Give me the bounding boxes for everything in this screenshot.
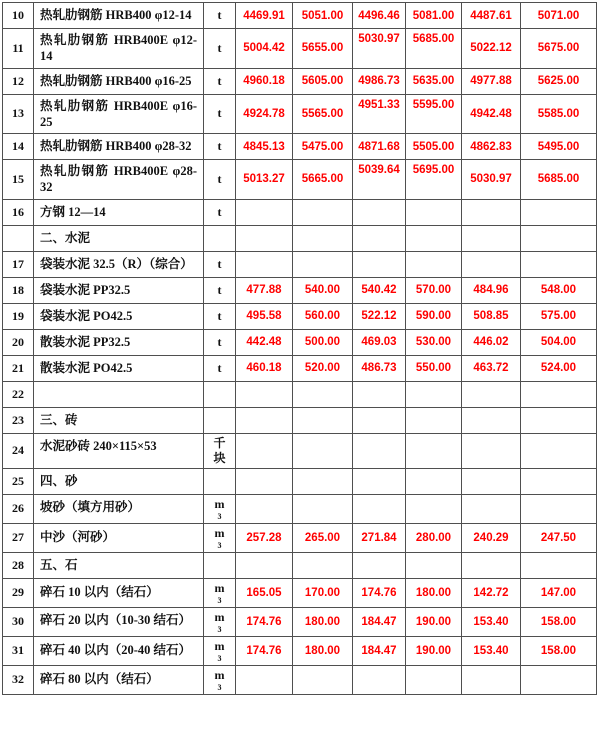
price-cell	[353, 225, 406, 251]
price-cell: 240.29	[462, 523, 521, 552]
material-name-cell: 碎石 20 以内（10-30 结石）	[34, 607, 204, 636]
price-cell	[521, 251, 597, 277]
unit-cell	[204, 225, 236, 251]
price-cell: 4862.83	[462, 134, 521, 160]
unit-line: m	[214, 609, 225, 624]
price-cell: 147.00	[521, 578, 597, 607]
table-row	[3, 381, 597, 407]
unit-cell	[204, 251, 236, 277]
price-cell	[293, 381, 353, 407]
row-number-cell: 23	[3, 407, 34, 433]
unit-cell	[204, 355, 236, 381]
unit-line: 3	[217, 511, 222, 521]
unit-cell	[204, 303, 236, 329]
unit-line: 3	[217, 682, 222, 692]
price-cell	[462, 225, 521, 251]
price-cell	[406, 381, 462, 407]
material-name-cell: 五、石	[34, 552, 204, 578]
row-number-cell: 22	[3, 381, 34, 407]
price-cell	[353, 552, 406, 578]
price-cell: 4942.48	[462, 94, 521, 134]
row-number-cell: 15	[3, 160, 34, 200]
price-cell	[521, 407, 597, 433]
table-row	[3, 578, 597, 607]
material-name-cell	[34, 381, 204, 407]
price-cell: 174.76	[353, 578, 406, 607]
row-number-cell: 21	[3, 355, 34, 381]
price-cell: 495.58	[236, 303, 293, 329]
row-number-cell: 14	[3, 134, 34, 160]
unit-line: m	[214, 580, 225, 595]
price-cell: 190.00	[406, 607, 462, 636]
row-number-cell: 19	[3, 303, 34, 329]
unit-line: 3	[217, 595, 222, 605]
price-cell: 4977.88	[462, 68, 521, 94]
material-name-cell: 三、砖	[34, 407, 204, 433]
price-cell	[406, 407, 462, 433]
price-cell	[521, 665, 597, 694]
row-number-cell: 11	[3, 29, 34, 69]
table-row	[3, 68, 597, 94]
material-name-cell: 四、砂	[34, 468, 204, 494]
price-cell	[521, 494, 597, 523]
price-cell: 153.40	[462, 636, 521, 665]
price-cell	[293, 407, 353, 433]
price-cell	[353, 468, 406, 494]
unit-line: t	[217, 204, 222, 219]
price-cell: 280.00	[406, 523, 462, 552]
material-name-cell: 袋装水泥 32.5（R）（综合）	[34, 251, 204, 277]
price-cell	[353, 665, 406, 694]
row-number-cell: 25	[3, 468, 34, 494]
unit-line: t	[217, 106, 222, 121]
price-cell: 560.00	[293, 303, 353, 329]
price-cell	[236, 225, 293, 251]
material-name-cell: 散装水泥 PP32.5	[34, 329, 204, 355]
unit-line: t	[217, 40, 222, 55]
row-number-cell: 28	[3, 552, 34, 578]
price-cell: 446.02	[462, 329, 521, 355]
material-name-cell: 水泥砂砖 240×115×53	[34, 433, 204, 468]
price-cell	[462, 665, 521, 694]
price-cell: 4871.68	[353, 134, 406, 160]
price-cell	[236, 381, 293, 407]
unit-line: t	[217, 256, 222, 271]
price-cell: 540.42	[353, 277, 406, 303]
price-cell: 5655.00	[293, 29, 353, 69]
price-cell	[293, 225, 353, 251]
price-cell: 184.47	[353, 636, 406, 665]
table-row	[3, 160, 597, 200]
price-cell: 524.00	[521, 355, 597, 381]
price-cell: 4960.18	[236, 68, 293, 94]
price-cell: 5565.00	[293, 94, 353, 134]
unit-line: t	[217, 139, 222, 153]
unit-cell	[204, 277, 236, 303]
unit-line: 3	[217, 540, 222, 550]
unit-cell	[204, 134, 236, 160]
price-cell	[236, 468, 293, 494]
price-cell: 5039.64	[353, 160, 406, 200]
unit-cell	[204, 381, 236, 407]
price-cell: 5595.00	[406, 94, 462, 134]
price-cell: 570.00	[406, 277, 462, 303]
price-cell	[236, 433, 293, 468]
price-cell: 5051.00	[293, 3, 353, 29]
price-cell: 174.76	[236, 636, 293, 665]
price-cell	[406, 552, 462, 578]
price-cell: 184.47	[353, 607, 406, 636]
material-name-cell: 碎石 10 以内（结石）	[34, 578, 204, 607]
price-cell: 4487.61	[462, 3, 521, 29]
row-number-cell: 18	[3, 277, 34, 303]
price-cell	[406, 665, 462, 694]
price-cell: 522.12	[353, 303, 406, 329]
price-cell: 5030.97	[462, 160, 521, 200]
material-name-cell: 碎石 40 以内（20-40 结石）	[34, 636, 204, 665]
price-cell	[406, 225, 462, 251]
unit-cell	[204, 523, 236, 552]
price-cell: 5665.00	[293, 160, 353, 200]
price-cell: 5013.27	[236, 160, 293, 200]
unit-line: t	[217, 8, 222, 22]
unit-cell	[204, 494, 236, 523]
price-cell: 530.00	[406, 329, 462, 355]
table-row	[3, 433, 597, 468]
unit-line: 3	[217, 624, 222, 634]
price-cell	[293, 199, 353, 225]
table-row	[3, 636, 597, 665]
price-cell: 5635.00	[406, 68, 462, 94]
table-row	[3, 199, 597, 225]
table-row	[3, 355, 597, 381]
price-cell	[236, 494, 293, 523]
unit-line: 3	[217, 653, 222, 663]
price-cell	[353, 433, 406, 468]
price-cell: 5004.42	[236, 29, 293, 69]
table-body	[3, 3, 597, 695]
table-row	[3, 523, 597, 552]
price-cell: 5081.00	[406, 3, 462, 29]
price-cell: 540.00	[293, 277, 353, 303]
table-row	[3, 607, 597, 636]
price-cell: 271.84	[353, 523, 406, 552]
price-cell	[236, 552, 293, 578]
unit-cell	[204, 578, 236, 607]
material-name-cell: 碎石 80 以内（结石）	[34, 665, 204, 694]
price-cell: 4496.46	[353, 3, 406, 29]
table-row	[3, 29, 597, 69]
unit-cell	[204, 407, 236, 433]
row-number-cell: 32	[3, 665, 34, 694]
price-cell: 5030.97	[353, 29, 406, 69]
price-cell	[353, 381, 406, 407]
table-row	[3, 468, 597, 494]
price-cell: 5071.00	[521, 3, 597, 29]
price-cell: 5585.00	[521, 94, 597, 134]
row-number-cell: 27	[3, 523, 34, 552]
row-number-cell: 12	[3, 68, 34, 94]
unit-line: t	[217, 334, 222, 349]
price-cell: 486.73	[353, 355, 406, 381]
price-cell: 460.18	[236, 355, 293, 381]
table-row	[3, 3, 597, 29]
price-cell: 5695.00	[406, 160, 462, 200]
price-cell	[462, 494, 521, 523]
price-cell	[236, 407, 293, 433]
material-name-cell: 热轧肋钢筋 HRB400E φ16-25	[34, 94, 204, 134]
price-cell: 590.00	[406, 303, 462, 329]
material-name-cell: 热轧肋钢筋 HRB400E φ28-32	[34, 160, 204, 200]
unit-line: t	[217, 308, 222, 323]
unit-line: m	[214, 496, 225, 511]
unit-line: t	[217, 73, 222, 88]
price-cell	[293, 251, 353, 277]
price-cell: 5685.00	[521, 160, 597, 200]
price-cell: 442.48	[236, 329, 293, 355]
table-row	[3, 277, 597, 303]
row-number-cell: 29	[3, 578, 34, 607]
price-cell: 180.00	[406, 578, 462, 607]
material-name-cell: 二、水泥	[34, 225, 204, 251]
price-cell	[406, 199, 462, 225]
table-row	[3, 329, 597, 355]
material-name-cell: 袋装水泥 PO42.5	[34, 303, 204, 329]
price-cell	[353, 407, 406, 433]
row-number-cell: 24	[3, 433, 34, 468]
price-cell	[353, 251, 406, 277]
table-row	[3, 552, 597, 578]
unit-line: m	[214, 525, 225, 540]
unit-line: t	[217, 171, 222, 186]
price-cell	[462, 468, 521, 494]
row-number-cell: 20	[3, 329, 34, 355]
price-cell	[462, 433, 521, 468]
row-number-cell: 13	[3, 94, 34, 134]
price-cell	[521, 381, 597, 407]
price-cell	[236, 665, 293, 694]
price-cell	[462, 552, 521, 578]
price-cell	[353, 494, 406, 523]
unit-cell	[204, 199, 236, 225]
price-cell: 4986.73	[353, 68, 406, 94]
price-cell: 265.00	[293, 523, 353, 552]
material-name-cell: 中沙（河砂）	[34, 523, 204, 552]
price-cell: 520.00	[293, 355, 353, 381]
price-cell: 484.96	[462, 277, 521, 303]
row-number-cell: 30	[3, 607, 34, 636]
price-cell	[462, 199, 521, 225]
price-cell	[293, 552, 353, 578]
material-name-cell: 散装水泥 PO42.5	[34, 355, 204, 381]
unit-line: m	[214, 667, 225, 682]
price-cell: 508.85	[462, 303, 521, 329]
price-cell	[521, 468, 597, 494]
material-name-cell: 袋装水泥 PP32.5	[34, 277, 204, 303]
price-cell	[293, 494, 353, 523]
price-cell: 190.00	[406, 636, 462, 665]
row-number-cell: 16	[3, 199, 34, 225]
material-name-cell: 热轧肋钢筋 HRB400 φ28-32	[34, 134, 204, 160]
price-cell	[462, 381, 521, 407]
price-cell	[293, 665, 353, 694]
price-cell: 5475.00	[293, 134, 353, 160]
row-number-cell: 26	[3, 494, 34, 523]
material-name-cell: 方钢 12—14	[34, 199, 204, 225]
price-cell: 504.00	[521, 329, 597, 355]
unit-cell	[204, 607, 236, 636]
price-cell: 5505.00	[406, 134, 462, 160]
table-row	[3, 494, 597, 523]
price-cell	[521, 199, 597, 225]
price-cell: 4924.78	[236, 94, 293, 134]
price-cell: 4951.33	[353, 94, 406, 134]
table-row	[3, 134, 597, 160]
table-row	[3, 407, 597, 433]
price-cell	[521, 433, 597, 468]
price-cell: 153.40	[462, 607, 521, 636]
price-cell: 575.00	[521, 303, 597, 329]
price-cell: 550.00	[406, 355, 462, 381]
price-cell: 180.00	[293, 607, 353, 636]
price-cell: 4845.13	[236, 134, 293, 160]
unit-line: m	[214, 638, 225, 653]
price-cell	[462, 251, 521, 277]
price-cell	[406, 251, 462, 277]
price-cell: 165.05	[236, 578, 293, 607]
price-cell: 469.03	[353, 329, 406, 355]
row-number-cell: 17	[3, 251, 34, 277]
unit-cell	[204, 433, 236, 468]
price-cell	[521, 225, 597, 251]
unit-cell	[204, 68, 236, 94]
price-cell: 180.00	[293, 636, 353, 665]
material-name-cell: 热轧肋钢筋 HRB400E φ12-14	[34, 29, 204, 69]
unit-cell	[204, 468, 236, 494]
table-row	[3, 251, 597, 277]
table-row	[3, 665, 597, 694]
unit-cell	[204, 94, 236, 134]
price-cell: 4469.91	[236, 3, 293, 29]
price-cell: 158.00	[521, 636, 597, 665]
price-cell: 170.00	[293, 578, 353, 607]
table-row	[3, 303, 597, 329]
price-cell: 5675.00	[521, 29, 597, 69]
row-number-cell	[3, 225, 34, 251]
price-cell	[353, 199, 406, 225]
price-cell	[521, 552, 597, 578]
unit-cell	[204, 160, 236, 200]
unit-cell	[204, 552, 236, 578]
price-cell: 247.50	[521, 523, 597, 552]
price-cell: 5605.00	[293, 68, 353, 94]
unit-line: 千	[213, 435, 226, 450]
price-cell	[236, 199, 293, 225]
price-cell: 158.00	[521, 607, 597, 636]
unit-cell	[204, 636, 236, 665]
price-cell: 174.76	[236, 607, 293, 636]
unit-cell	[204, 329, 236, 355]
price-cell: 463.72	[462, 355, 521, 381]
price-cell: 5685.00	[406, 29, 462, 69]
material-name-cell: 热轧肋钢筋 HRB400 φ12-14	[34, 3, 204, 29]
price-cell	[236, 251, 293, 277]
unit-cell	[204, 29, 236, 69]
price-cell	[406, 468, 462, 494]
price-cell	[406, 494, 462, 523]
price-cell: 5022.12	[462, 29, 521, 69]
price-cell: 548.00	[521, 277, 597, 303]
price-cell: 5495.00	[521, 134, 597, 160]
row-number-cell: 10	[3, 3, 34, 29]
unit-line: t	[217, 360, 222, 375]
price-cell: 477.88	[236, 277, 293, 303]
price-cell	[293, 433, 353, 468]
material-price-table	[2, 2, 597, 695]
unit-line: 块	[213, 450, 226, 465]
price-cell	[406, 433, 462, 468]
material-name-cell: 热轧肋钢筋 HRB400 φ16-25	[34, 68, 204, 94]
table-row	[3, 225, 597, 251]
price-cell: 142.72	[462, 578, 521, 607]
unit-line: t	[217, 282, 222, 297]
unit-cell	[204, 665, 236, 694]
table-row	[3, 94, 597, 134]
price-cell	[462, 407, 521, 433]
price-cell: 257.28	[236, 523, 293, 552]
price-cell	[293, 468, 353, 494]
unit-cell	[204, 3, 236, 29]
row-number-cell: 31	[3, 636, 34, 665]
price-cell: 5625.00	[521, 68, 597, 94]
price-cell: 500.00	[293, 329, 353, 355]
material-name-cell: 坡砂（填方用砂）	[34, 494, 204, 523]
